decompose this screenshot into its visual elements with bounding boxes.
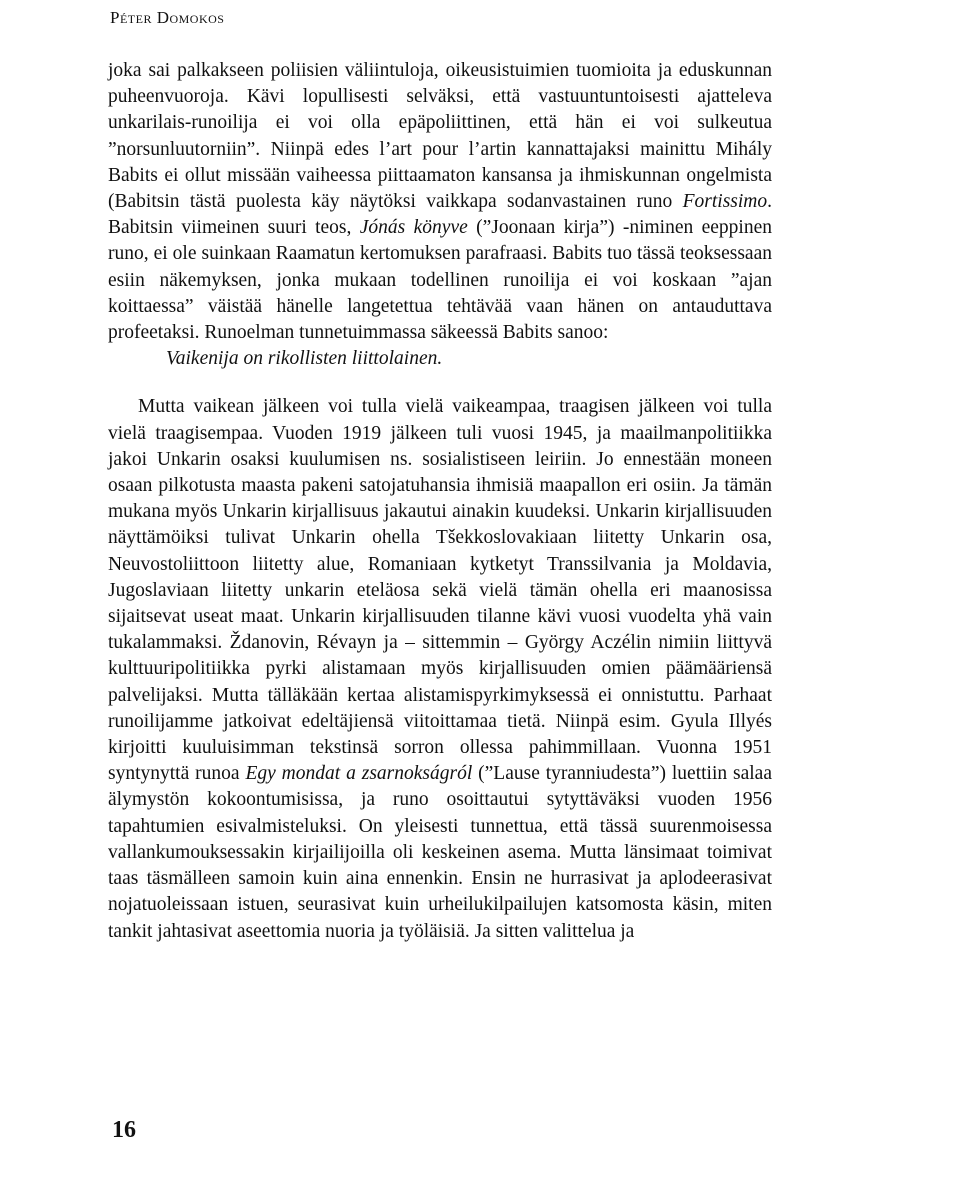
page-number: 16 <box>112 1117 136 1143</box>
quoted-verse: Vaikenija on rikollisten liittolainen. <box>166 348 443 370</box>
running-head: Péter Domokos <box>110 8 225 27</box>
body-text <box>108 58 772 945</box>
title-jonas-konyve: Jónás könyve <box>359 217 468 239</box>
paragraph-2 <box>108 394 772 944</box>
paragraph-2-text-a: Mutta vaikean jälkeen voi tulla vielä vaikeampaa, traagisen jälkeen voi tulla vielä traagisempaa. Vuoden 1919 jälkeen tuli vuosi 1945, ja maailmanpolitiikka jakoi Unkarin osaksi kuulumisen ns. sosialistiseen leiriin. Jo ennestään moneen osaan pilkotusta maasta pakeni satojatuhansia ihmisiä maapallon eri osiin. Ja tämän mukana myös Unkarin kirjallisuus jakautui ainakin kuudeksi. Unkarin kirjallisuuden näyttämöiksi tulivat Unkarin ohella Tšekkoslovakiaan liitetty Unkarin osa, Neuvostoliittoon liitetty alue, Romaniaan kytketyt Transsilvania ja Moldavia, Jugoslaviaan liitetty unkarin eteläosa sekä vielä tämän ohella eri maanosissa sijaitsevat useat maat. Unkarin kirjallisuuden tilanne kävi vuosi vuodelta yhä vain tukalammaksi. Ždanovin, Révayn ja – sittemmin – György Aczélin nimiin liittyvä kulttuuripolitiikka pyrki alistamaan myös kirjallisuuden omien päämääriensä palvelijaksi. Mutta tälläkään kertaa alistamispyrkimyksessä ei onnistuttu. Parhaat runoilijamme jatkoivat edeltäjiensä viitoittamaa tietä. Niinpä esim. Gyula Illyés kirjoitti kuuluisimman tekstinsä sorron ollessa pahimmillaan. Vuonna 1951 syntynyttä runoa <box>108 396 772 785</box>
paragraph-1-text-b: . Babitsin viimeinen suuri teos, <box>108 191 772 239</box>
paragraph-1 <box>108 58 772 372</box>
title-egy-mondat: Egy mondat a zsarnokságról <box>245 763 473 785</box>
paragraph-2-text-b: (”Lause tyranniudesta”) luettiin salaa älymystön kokoontumisissa, ja runo osoittautui sytyttäväksi vuoden 1956 tapahtumien esivalmisteluksi. On yleisesti tunnettua, että tässä suurenmoisessa vallankumouksessakin kirjailijoilla oli keskeinen asema. Mutta länsimaat toimivat taas täsmälleen samoin kuin aina ennenkin. Ensin ne hurrasivat ja aplodeerasivat nojatuoleissaan istuen, seurasivat kuin urheilukilpailujen katsomosta käsin, miten tankit jahtasivat aseettomia nuoria ja työläisiä. Ja sitten valittelua ja <box>108 763 772 942</box>
title-fortissimo: Fortissimo <box>682 191 768 213</box>
paragraph-1-text-a: joka sai palkakseen poliisien väliintuloja, oikeusistuimien tuomioita ja eduskunnan puheenvuoroja. Kävi lopullisesti selväksi, että vastuuntuntoisesti ajatteleva unkarilais-runoilija ei voi olla epäpoliittinen, että hän ei voi sulkeutua ”norsunluutorniin”. Niinpä edes l’art pour l’artin kannattajaksi mainittu Mihály Babits ei ollut missään vaiheessa piittaamaton kansansa ja ihmiskunnan ongelmista (Babitsin tästä puolesta käy näytöksi vaikkapa sodanvastainen runo <box>108 60 772 213</box>
paragraph-1-text-c: (”Joonaan kirja”) -niminen eeppinen runo, ei ole suinkaan Raamatun kertomuksen parafraasi. Babits tuo tässä teoksessaan esiin näkemyksen, jonka mukaan todellinen runoilija ei voi koskaan ”ajan koittaessa” väistää hänelle langetettua tehtävää vaan hänen on antauduttava profeetaksi. Runoelman tunnetuimmassa säkeessä Babits sanoo: <box>108 217 772 344</box>
